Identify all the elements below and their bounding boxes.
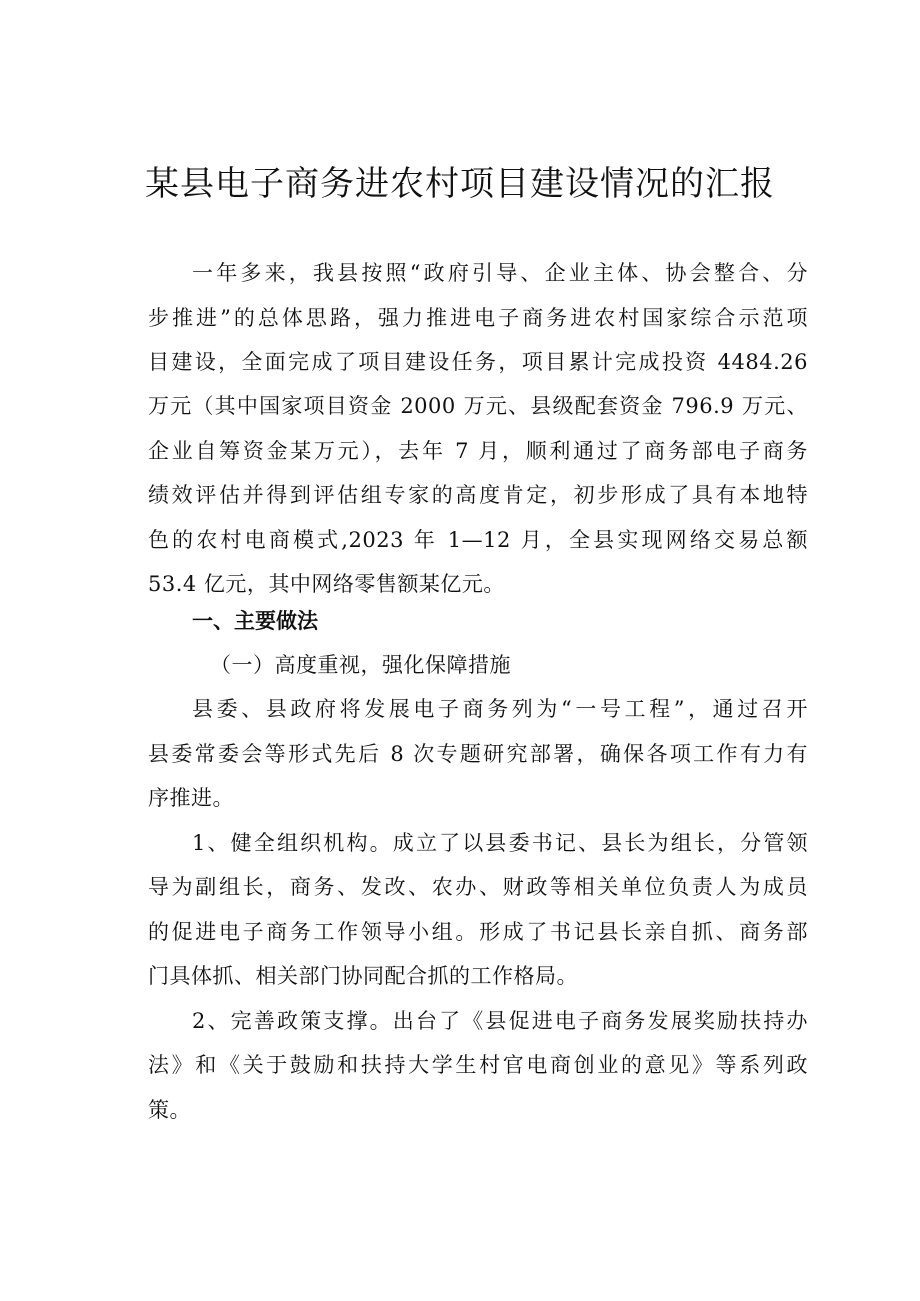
paragraph-3-line-4: 门具体抓、相关部门协同配合抓的工作格局。: [148, 964, 578, 988]
paragraph-4-line-3: 策。: [148, 1098, 191, 1122]
paragraph-1-line-4: 万元（其中国家项目资金 2000 万元、县级配套资金 796.9 万元、: [148, 394, 808, 418]
paragraph-3-line-3: 的促进电子商务工作领导小组。形成了书记县长亲自抓、商务部: [148, 920, 808, 944]
paragraph-1-line-8: 53.4 亿元，其中网络零售额某亿元。: [148, 572, 505, 596]
paragraph-1-line-3: 目建设，全面完成了项目建设任务，项目累计完成投资 4484.26: [148, 350, 808, 374]
paragraph-2-line-2: 县委常委会等形式先后 8 次专题研究部署，确保各项工作有力有: [148, 742, 808, 766]
paragraph-1-line-6: 绩效评估并得到评估组专家的高度肯定，初步形成了具有本地特: [148, 483, 808, 507]
paragraph-1-line-1: 一年多来，我县按照“政府引导、企业主体、协会整合、分: [192, 261, 808, 285]
paragraph-2-line-1: 县委、县政府将发展电子商务列为“一号工程”，通过召开: [192, 697, 808, 721]
paragraph-3-line-1: 1、健全组织机构。成立了以县委书记、县长为组长，分管领: [192, 831, 808, 855]
paragraph-1-line-5: 企业自筹资金某万元），去年 7 月，顺利通过了商务部电子商务: [148, 439, 808, 463]
paragraph-2-line-3: 序推进。: [148, 786, 234, 810]
paragraph-4-line-1: 2、完善政策支撑。出台了《县促进电子商务发展奖励扶持办: [192, 1009, 808, 1033]
document-title: 某县电子商务进农村项目建设情况的汇报: [145, 164, 775, 204]
paragraph-1-line-2: 步推进”的总体思路，强力推进电子商务进农村国家综合示范项: [148, 306, 808, 330]
section-heading-main-practices: 一、主要做法: [192, 609, 318, 633]
paragraph-4-line-2: 法》和《关于鼓励和扶持大学生村官电商创业的意见》等系列政: [148, 1053, 808, 1077]
subheading-1: （一）高度重视，强化保障措施: [210, 653, 511, 677]
paragraph-3-line-2: 导为副组长，商务、发改、农办、财政等相关单位负责人为成员: [148, 875, 808, 899]
paragraph-1-line-7: 色的农村电商模式,2023 年 1—12 月，全县实现网络交易总额: [148, 528, 808, 552]
